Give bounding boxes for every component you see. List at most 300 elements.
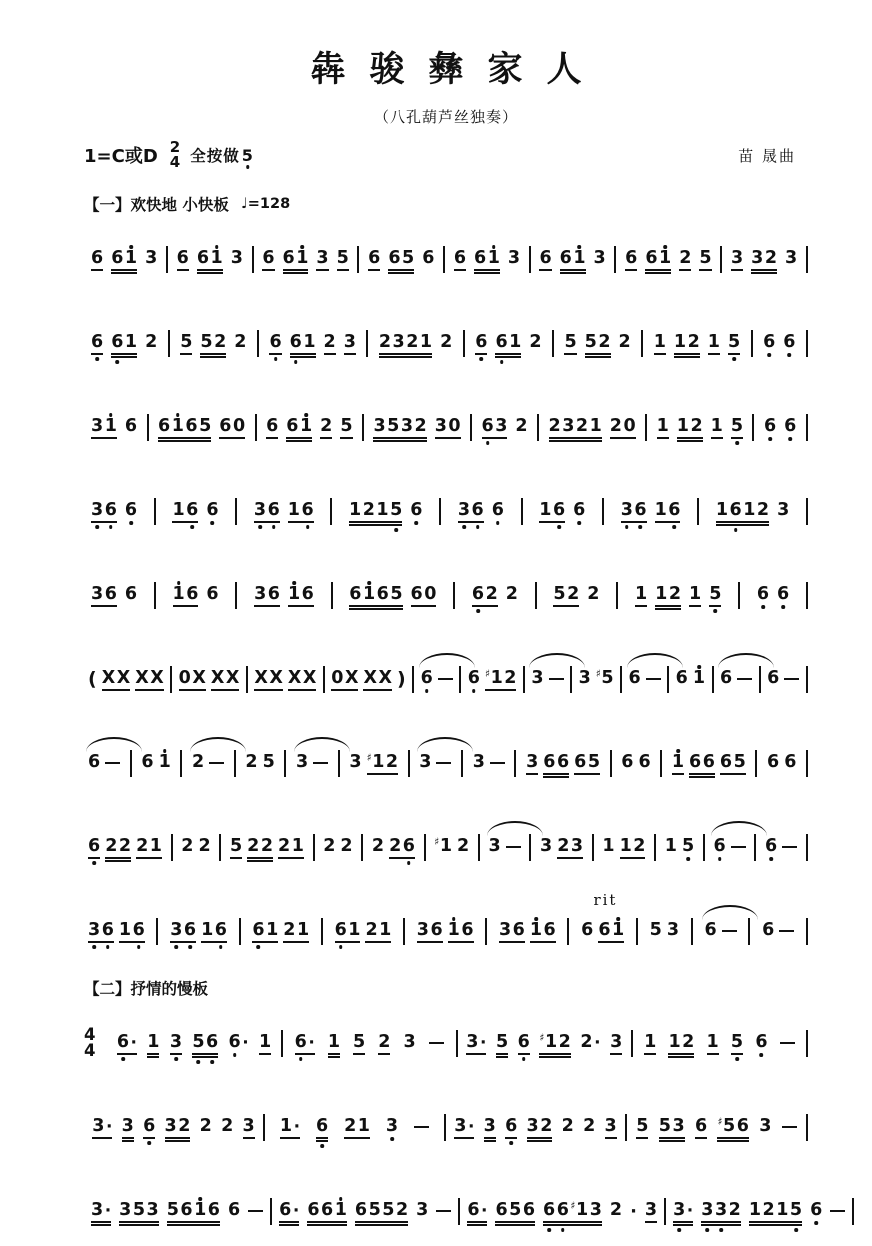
note-digit: 1 [296,247,308,271]
aug-dot: · [242,1033,249,1053]
underline [458,521,484,523]
note-digit: 0 [331,668,344,689]
note [91,583,117,607]
note-digit: 1 [105,415,117,439]
underline [365,941,391,943]
note-digit: 6 [475,331,487,355]
measure [283,1031,456,1055]
note-digit: 5 [553,584,566,605]
note [228,1199,240,1223]
note-digit: 6 [522,1200,536,1221]
note-digit: 5 [733,752,746,773]
note-digit: X [363,668,377,689]
note [295,1031,315,1055]
measure [292,751,332,775]
note [280,1115,300,1139]
note [676,667,688,691]
note-digit: 3 [673,1199,685,1223]
underline [328,1053,340,1055]
sharp-icon: ♯ [595,668,601,680]
underline [147,1053,159,1055]
note-digit: 0 [178,668,191,689]
note-digit: 6 [421,667,433,691]
sharp-icon: ♯ [484,668,491,680]
note [701,1199,741,1223]
note [290,331,316,355]
octave-dot-below [92,945,96,949]
measure [661,835,698,859]
underline [574,773,600,775]
barline [257,330,259,357]
underline [668,1056,694,1058]
dash-note [209,751,224,775]
note [783,331,795,355]
note [467,1199,487,1223]
underline [254,605,280,607]
note-digit: 2 [668,584,681,605]
note [605,1115,617,1139]
underline [368,269,380,271]
octave-dot-below [211,521,215,525]
note-digit: 1 [259,1032,272,1053]
score-line [84,323,808,363]
note [379,331,432,355]
note [765,835,777,859]
note [767,667,779,691]
note-digit: 5 [731,1031,743,1055]
note [665,835,677,859]
note [645,1199,657,1223]
note [344,1115,370,1139]
barline [752,414,754,441]
note [435,415,461,439]
note-digit: 6 [180,1200,193,1221]
note-digit: 1 [664,836,677,857]
note [323,835,335,859]
note-digit: 5 [387,416,400,437]
octave-dot-below [233,1053,237,1057]
octave-dot-below [106,945,110,949]
measure [763,751,800,775]
measure [151,415,252,439]
note [328,1031,340,1055]
note-digit: 6 [492,499,504,523]
note-digit: 3 [416,920,429,941]
dash-note [490,751,505,775]
note [636,1115,648,1139]
underline [505,1137,517,1139]
underline [136,857,162,859]
measure [265,1115,444,1139]
note [198,835,210,859]
underline [454,269,466,271]
note-digit: 6 [472,583,484,607]
note-digit: ♯ 1 [434,836,453,857]
note-digit: 2 [529,332,542,353]
note-digit: 1 [634,584,648,605]
underline [474,269,500,271]
underline [143,1137,155,1139]
note-digit: 2 [575,416,589,437]
note-digit: 6 [467,1200,480,1221]
octave-dot-below [258,525,262,529]
note-digit: 2 [515,416,528,437]
note [657,415,669,439]
octave-dot-below [788,353,792,357]
octave-dot-above [616,917,620,921]
note-digit: 3 [91,1200,104,1221]
note [438,667,453,691]
note [181,835,193,859]
barline [806,498,808,525]
note [234,331,246,355]
note-digit: 5 [180,332,193,353]
note-digit: 1 [706,1032,719,1053]
underline [655,608,681,610]
measure [625,667,665,691]
note-digit: 2 [340,836,353,857]
note-digit: 6 [124,584,138,605]
underline [731,269,743,271]
note-digit: 1 [348,920,361,941]
aug-dot: · [479,1033,487,1053]
note-digit: 0 [424,584,437,605]
underline [288,521,314,523]
underline [679,269,691,271]
note-digit: 5 [658,1116,671,1137]
underline [91,353,103,355]
note-digit: 1 [488,247,500,271]
note-digit: 1 [659,247,671,271]
barline [806,750,808,777]
note-digit: 3 [316,248,329,269]
note-digit: 5 [368,1200,381,1221]
barline [412,666,414,693]
note-digit: 5 [229,836,243,857]
note [587,583,599,607]
underline [286,440,312,442]
measure [756,331,802,355]
underline [316,269,328,271]
note-digit: 5 [584,332,597,353]
note-digit: 2 [682,1032,695,1053]
note [91,247,103,271]
note [283,247,309,271]
underline [165,1140,191,1142]
barline [521,498,523,525]
note-digit: 6 [625,248,638,269]
underline [280,1137,300,1139]
note-digit: 3 [466,1032,479,1053]
note [717,1115,748,1139]
note-digit: 1 [509,332,522,353]
note [655,583,681,607]
octave-dot-above [292,581,296,585]
note-digit: 2 [214,332,227,353]
note-digit: 5 [649,920,662,941]
note-digit: 2 [145,332,158,353]
note-digit: 3 [562,416,575,437]
dash-note [436,751,451,775]
note [713,835,725,859]
note-digit: 2 [362,500,375,521]
measure [447,247,527,271]
measure [247,583,321,607]
note [422,247,434,271]
tie-arc [529,653,585,668]
underline [373,440,426,442]
note-digit: 6 [227,1200,241,1221]
note [457,835,469,859]
dash-line [209,762,224,765]
underline [610,1053,622,1055]
note [560,247,586,271]
measure [84,751,124,775]
note [245,751,257,775]
octave-dot-above [163,749,167,753]
underline [379,356,432,358]
barline [616,582,618,609]
note [88,835,100,859]
note [307,1199,347,1223]
note [506,583,518,607]
dash-line [549,678,564,681]
barline [478,834,480,861]
dash-note [436,1199,451,1223]
underline [283,941,309,943]
underline [378,1053,390,1055]
note [531,667,543,691]
note [119,919,145,943]
note [473,751,485,775]
note-digit: 6 [495,1200,508,1221]
note-digit: 6 [186,584,199,605]
note [508,247,520,271]
measure [557,331,637,355]
octave-dot-below [713,609,717,613]
note [620,835,646,859]
barline [147,414,149,441]
note [731,1031,743,1055]
barline [806,414,808,441]
underline [331,689,358,691]
note-digit: 2 [540,1116,553,1137]
underline [749,1221,802,1223]
note-digit: 6 [282,248,295,269]
note [262,247,274,271]
note-digit: 6 [267,584,280,605]
octave-dot-below [732,357,736,361]
note-digit: 1 [653,332,666,353]
barline [620,666,622,693]
note-digit: 6 [543,752,556,773]
note-digit: 1 [172,415,184,439]
underline [543,1221,602,1223]
note [221,1115,233,1139]
measure [84,415,144,439]
underline [625,269,637,271]
note-digit: 6 [765,835,777,859]
meter-fraction [169,137,181,171]
note [650,919,662,943]
underline [307,1224,347,1226]
octave-dot-below [121,1057,125,1061]
note-digit: 5 [390,584,403,605]
note-digit: 2 [609,1200,623,1221]
octave-dot-below [673,525,677,529]
note [553,583,579,607]
underline [367,773,398,775]
note-digit: X [287,668,302,689]
note [91,499,117,523]
barline [252,246,254,273]
note-digit: 5 [132,1200,146,1221]
note [373,415,426,439]
underline [91,1221,111,1223]
underline [467,1224,487,1226]
note [454,247,466,271]
note [192,1031,218,1055]
note [543,751,569,775]
underline [701,1224,741,1226]
underline [259,1053,271,1055]
measure [465,583,525,607]
note-digit: 1 [266,920,279,941]
note-digit: 2 [558,1032,571,1053]
octave-dot-below [561,1228,565,1232]
underline [689,776,715,778]
aug-dot: · [104,1201,112,1221]
dash-line [782,1126,797,1129]
note-digit: 3 [91,499,103,523]
note [386,1115,398,1139]
note-digit: 6 [262,248,275,269]
underline [167,1221,220,1223]
note-digit: 1 [655,584,668,605]
note-digit: 1 [291,836,304,857]
dash-note [429,1031,444,1055]
note-digit: 6 [111,331,123,355]
note-digit: 3 [751,248,764,269]
note-digit: 6 [767,752,780,773]
section-header [84,977,808,999]
note [125,583,137,607]
note [610,415,636,439]
measure [469,751,509,775]
octave-dot-below [547,1228,551,1232]
underline [731,437,743,439]
note [331,667,358,691]
barline [523,666,525,693]
note-digit: 6 [219,416,232,437]
barline [463,330,465,357]
note [711,415,723,439]
dash-line [436,1210,451,1213]
note-digit: 2 [504,668,517,689]
note [337,247,349,271]
note-digit: 1 [644,1032,657,1053]
underline [530,941,556,943]
underline [495,1224,535,1226]
underline [278,857,304,859]
note [810,1199,822,1223]
aug-dot: · [308,1033,315,1053]
note [320,415,332,439]
note [708,331,720,355]
octave-dot-below [425,689,429,693]
note-digit: 2 [609,416,622,437]
note-digit: 6 [689,752,702,773]
underline [135,689,164,691]
section-header [84,193,808,215]
underline [324,353,336,355]
note-digit: 2 [245,752,258,773]
note [529,331,541,355]
underline [636,1137,648,1139]
note [349,499,402,523]
octave-dot-above [215,245,219,249]
section-title: 【二】抒情的慢板 [84,980,209,998]
underline [695,1137,707,1139]
note [414,1115,429,1139]
note-digit: 1 [668,1032,681,1053]
note-digit: 3 [498,920,512,941]
underline [659,1137,685,1139]
octave-dot-above [492,245,496,249]
note-digit: 6 [553,499,565,523]
measure [451,499,511,523]
underline [674,356,700,358]
measure [188,751,228,775]
song-subtitle: （八孔葫芦丝独奏） [373,108,518,126]
note [763,331,775,355]
tie-arc [627,653,683,668]
underline [527,1137,553,1139]
note [583,1115,595,1139]
note-digit: 2 [440,332,453,353]
underline [484,1137,496,1139]
low-octave-dot [246,165,250,169]
measure [175,667,244,691]
note-digit: 1 [539,500,552,521]
underline [645,272,671,274]
note [731,247,743,271]
underline [496,1053,508,1055]
dash-note [782,1115,797,1139]
underline [337,269,349,271]
underline [668,1053,694,1055]
note [755,1031,767,1055]
note-digit: 5 [636,1116,649,1137]
note-digit: 0 [623,416,636,437]
octave-dot-below [509,1141,513,1145]
underline [474,272,500,274]
score-line [84,407,808,447]
underline [417,941,443,943]
tie-arc [711,821,767,836]
note-digit: 6 [638,752,651,773]
note [448,919,474,943]
note-digit: 6 [518,1031,530,1055]
measure [468,331,548,355]
note-digit: 3 [526,752,539,773]
underline [262,269,274,271]
note [693,667,705,691]
score-line [84,1191,823,1231]
aug-dot: · [130,1033,137,1053]
dash-line [731,846,746,849]
underline [496,1056,508,1058]
